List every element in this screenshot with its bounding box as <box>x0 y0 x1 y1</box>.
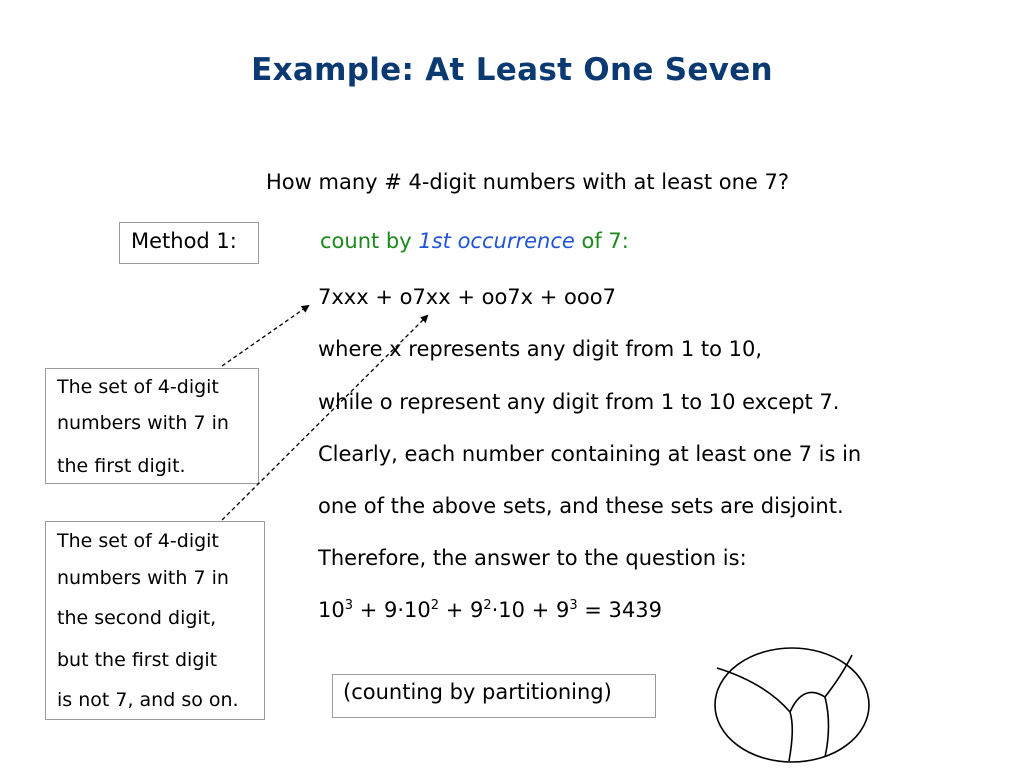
formula-result: = 3439 <box>577 598 662 622</box>
body-line-x-def: where x represents any digit from 1 to 10, <box>318 337 763 361</box>
method-desc-suffix: of 7: <box>574 229 629 253</box>
body-line-clearly: Clearly, each number containing at least one 7 is in <box>318 442 862 466</box>
question-text: How many # 4-digit numbers with at least one 7? <box>266 170 789 194</box>
body-line-therefore: Therefore, the answer to the question is: <box>318 546 747 570</box>
partition-curve <box>825 655 852 697</box>
arrow-note1-to-7xxx <box>222 306 308 366</box>
note2-line: is not 7, and so on. <box>57 689 239 711</box>
partition-curve <box>789 712 792 761</box>
partition-curve <box>790 692 825 712</box>
formula-t1-exp: 3 <box>344 598 354 613</box>
formula-plus2: + 9 <box>439 598 484 622</box>
formula-t2-exp: 2 <box>430 598 440 613</box>
formula-t1-base: 10 <box>318 598 345 622</box>
note1-line: numbers with 7 in <box>57 412 229 434</box>
partition-curve <box>717 668 790 712</box>
partition-diagram <box>715 648 869 762</box>
page-title: Example: At Least One Seven <box>251 52 773 88</box>
note2-line: the second digit, <box>57 607 217 629</box>
caption-text: (counting by partitioning) <box>343 680 612 704</box>
formula-t4-exp: 3 <box>569 598 578 613</box>
note2-line: The set of 4-digit <box>57 530 219 552</box>
formula-plus1: + 9·10 <box>353 598 431 622</box>
body-line-disjoint: one of the above sets, and these sets are disjoint. <box>318 494 844 518</box>
note2-line: numbers with 7 in <box>57 567 229 589</box>
formula-t3-rest: ·10 + 9 <box>491 598 570 622</box>
method-desc-highlight: 1st occurrence <box>418 229 575 253</box>
method-desc-prefix: count by <box>320 229 419 253</box>
formula-t3-exp: 2 <box>483 598 492 613</box>
note1-line: the first digit. <box>57 455 186 477</box>
body-line-sets: 7xxx + o7xx + oo7x + ooo7 <box>318 285 616 309</box>
partition-curve <box>825 697 829 757</box>
body-line-o-def: while o represent any digit from 1 to 10 except 7. <box>318 390 840 414</box>
method-label: Method 1: <box>131 229 237 253</box>
note2-line: but the first digit <box>57 649 218 671</box>
note1-line: The set of 4-digit <box>57 376 219 398</box>
arrow-note2-to-o7xx <box>222 316 427 520</box>
